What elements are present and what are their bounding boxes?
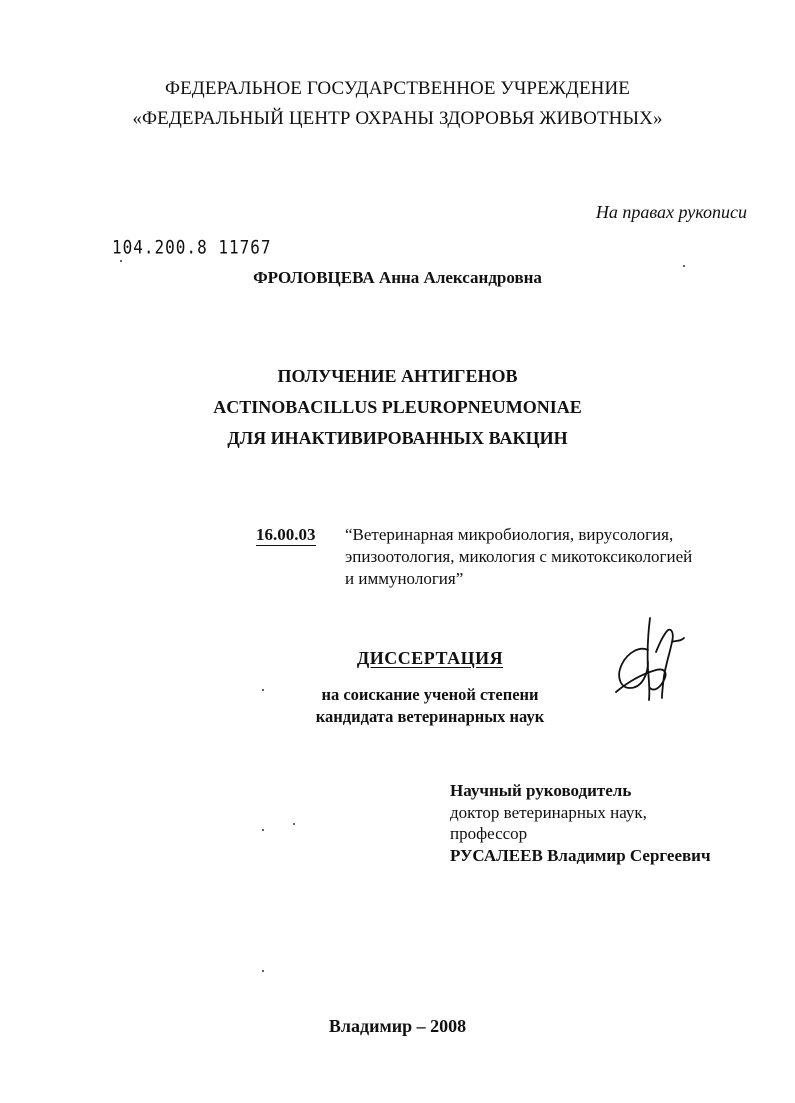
author-surname: ФРОЛОВЦЕВА [253,268,375,287]
scan-speck [262,970,264,972]
institution-line-1: ФЕДЕРАЛЬНОЕ ГОСУДАРСТВЕННОЕ УЧРЕЖДЕНИЕ [164,78,631,99]
title-line-2: ACTINOBACILLUS PLEUROPNEUMONIAE [213,397,582,417]
supervisor-label [450,780,631,801]
signature [598,612,688,707]
city-year: Владимир – 2008 [328,1016,467,1036]
institution-line-2: «ФЕДЕРАЛЬНЫЙ ЦЕНТР ОХРАНЫ ЗДОРОВЬЯ ЖИВОТНЫХ» [132,108,663,129]
title-line-1: ПОЛУЧЕНИЕ АНТИГЕНОВ [277,366,518,386]
author-given-names: Анна Александровна [378,268,542,287]
supervisor-rank: профессор [450,824,528,843]
dissertation-heading: ДИССЕРТАЦИЯ [356,648,504,668]
specialty-description [345,524,765,590]
specialty-line-3: и иммунология” [345,569,464,588]
specialty-line-1: “Ветеринарная микробиология, вирусология, [345,525,674,544]
supervisor-label-text: Научный руководитель [450,781,632,800]
specialty-code: 16.00.03 [256,525,316,544]
specialty-line-2: эпизоотология, микология с микотоксикологией [345,547,693,566]
degree-line-1: на соискание ученой степени [321,685,539,704]
supervisor-name-text: РУСАЛЕЕВ Владимир Сергеевич [450,846,711,865]
supervisor-degree: доктор ветеринарных наук, [450,803,647,822]
scan-speck [120,260,122,262]
scan-speck [293,823,295,825]
stamp-number: 104.200.8 11767 [112,236,272,258]
supervisor-name [450,845,711,866]
degree-line-2: кандидата ветеринарных наук [315,707,545,726]
author-name [0,268,795,288]
rights-note: На правах рукописи [595,202,747,222]
scan-speck [683,265,685,267]
scan-speck [262,829,264,831]
title-line-3: ДЛЯ ИНАКТИВИРОВАННЫХ ВАКЦИН [227,428,568,448]
scan-speck [262,689,264,691]
